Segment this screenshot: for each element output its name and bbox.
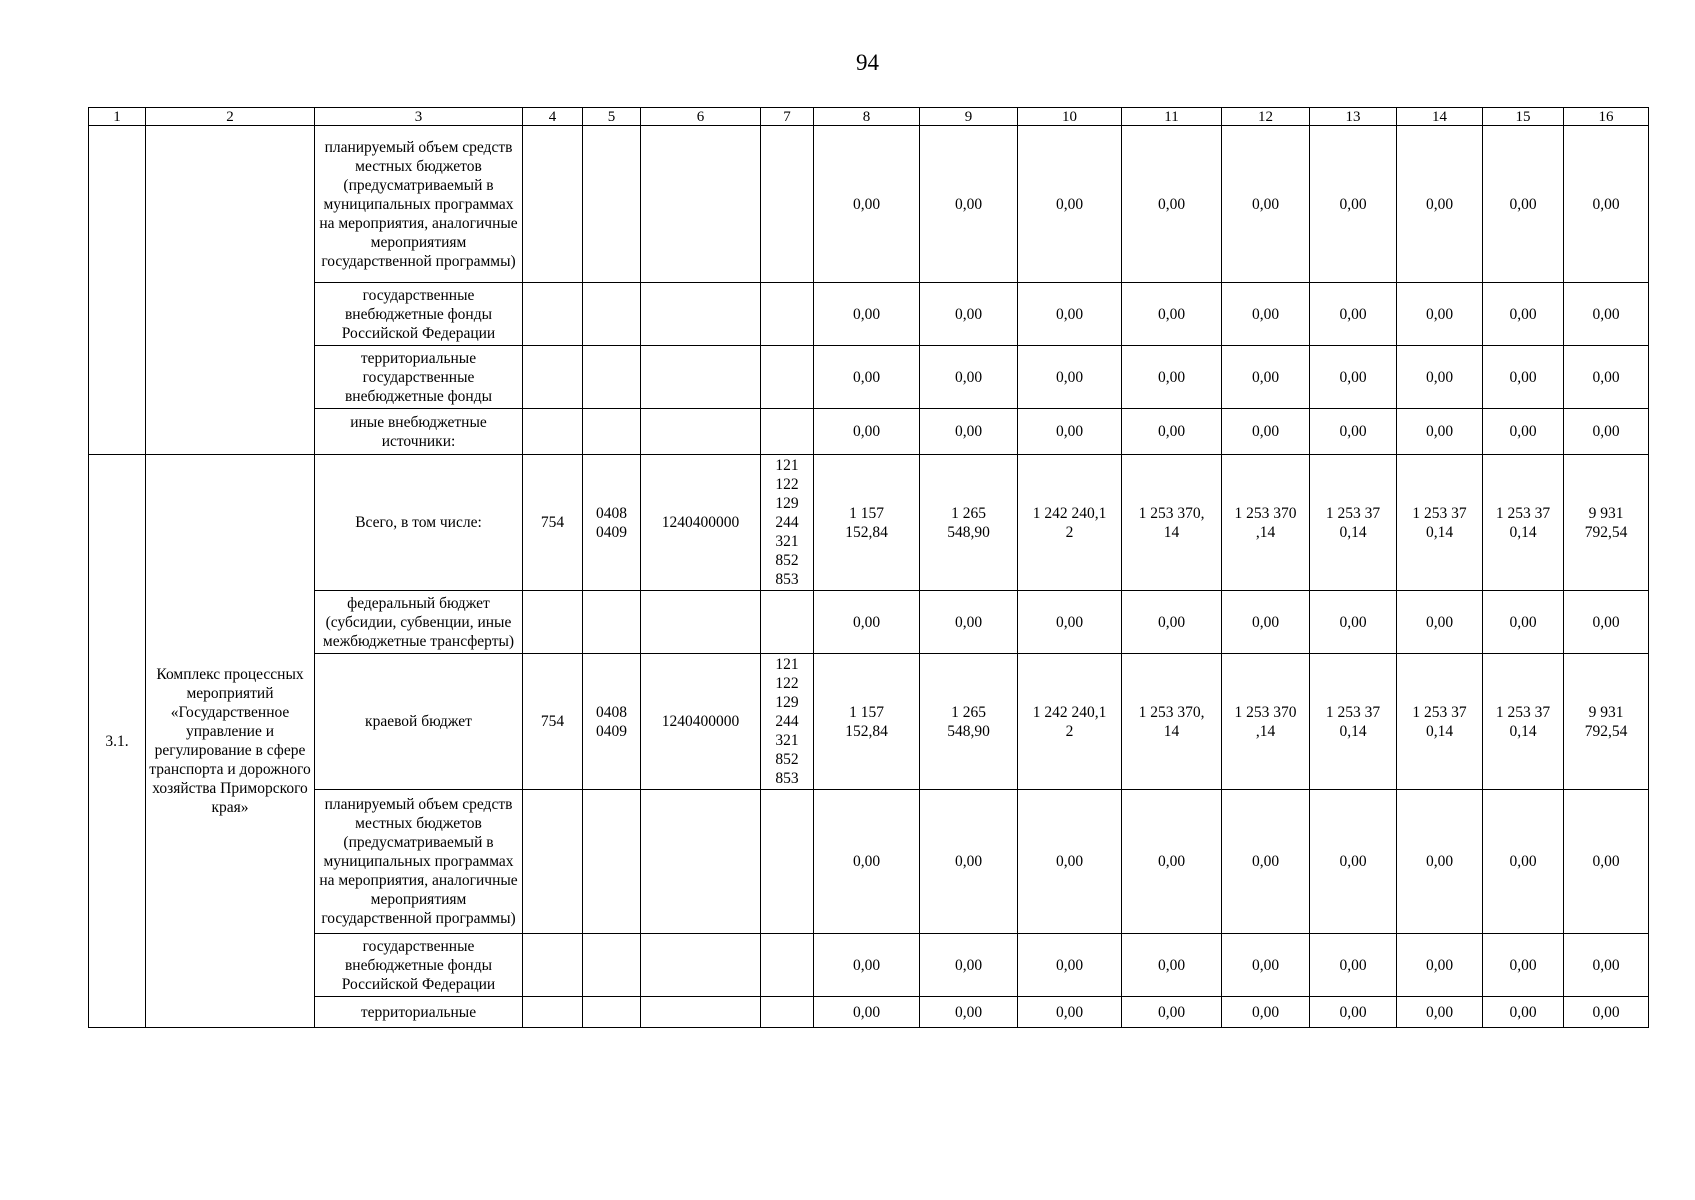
item-name-cell: Комплекс процессных мероприятий «Государственное управление и регулирование в сфере транспорта и дорожного хозяйства Приморского края» <box>146 455 315 1028</box>
code-cell-5 <box>583 409 641 455</box>
value-cell-13: 0,00 <box>1310 126 1397 283</box>
value-cell-10: 1 242 240,1 2 <box>1018 455 1122 591</box>
code-cell-5 <box>583 283 641 346</box>
value-cell-10: 0,00 <box>1018 997 1122 1028</box>
value-cell-9: 0,00 <box>920 126 1018 283</box>
ministry-code-cell <box>523 997 583 1028</box>
code-cell-4 <box>523 346 583 409</box>
column-header-2: 2 <box>146 108 315 126</box>
value-cell-9: 0,00 <box>920 790 1018 934</box>
value-cell-13: 0,00 <box>1310 283 1397 346</box>
column-header-16: 16 <box>1564 108 1649 126</box>
expense-type-cell <box>761 997 814 1028</box>
value-cell-16: 9 931 792,54 <box>1564 455 1649 591</box>
code-cell-7 <box>761 283 814 346</box>
value-cell-11: 0,00 <box>1122 283 1222 346</box>
value-cell-9: 0,00 <box>920 346 1018 409</box>
value-cell-13: 0,00 <box>1310 409 1397 455</box>
expense-type-cell <box>761 790 814 934</box>
column-header-10: 10 <box>1018 108 1122 126</box>
value-cell-11: 0,00 <box>1122 409 1222 455</box>
funding-source-cell: иные внебюджетные источники: <box>315 409 523 455</box>
column-number-header-row <box>89 108 1649 126</box>
value-cell-13: 1 253 37 0,14 <box>1310 455 1397 591</box>
value-cell-15: 0,00 <box>1483 126 1564 283</box>
value-cell-9: 0,00 <box>920 934 1018 997</box>
value-cell-13: 0,00 <box>1310 997 1397 1028</box>
column-header-6: 6 <box>641 108 761 126</box>
value-cell-16: 0,00 <box>1564 283 1649 346</box>
column-header-7: 7 <box>761 108 814 126</box>
value-cell-10: 0,00 <box>1018 409 1122 455</box>
value-cell-11: 0,00 <box>1122 997 1222 1028</box>
value-cell-13: 0,00 <box>1310 346 1397 409</box>
target-code-cell: 1240400000 <box>641 654 761 790</box>
expense-type-cell <box>761 591 814 654</box>
value-cell-9: 0,00 <box>920 409 1018 455</box>
value-cell-11: 0,00 <box>1122 790 1222 934</box>
value-cell-9: 0,00 <box>920 591 1018 654</box>
value-cell-15: 0,00 <box>1483 283 1564 346</box>
value-cell-13: 0,00 <box>1310 591 1397 654</box>
value-cell-15: 1 253 37 0,14 <box>1483 455 1564 591</box>
value-cell-11: 0,00 <box>1122 346 1222 409</box>
value-cell-8: 1 157 152,84 <box>814 654 920 790</box>
code-cell-7 <box>761 409 814 455</box>
value-cell-14: 1 253 37 0,14 <box>1397 455 1483 591</box>
expense-type-cell: 121 122 129 244 321 852 853 <box>761 455 814 591</box>
item-name-cell <box>146 126 315 455</box>
value-cell-14: 1 253 37 0,14 <box>1397 654 1483 790</box>
item-number-cell: 3.1. <box>89 455 146 1028</box>
ministry-code-cell <box>523 790 583 934</box>
section-code-cell <box>583 934 641 997</box>
funding-source-cell: краевой бюджет <box>315 654 523 790</box>
value-cell-9: 1 265 548,90 <box>920 455 1018 591</box>
value-cell-14: 0,00 <box>1397 997 1483 1028</box>
ministry-code-cell <box>523 591 583 654</box>
value-cell-13: 0,00 <box>1310 934 1397 997</box>
code-cell-5 <box>583 126 641 283</box>
code-cell-6 <box>641 409 761 455</box>
page-number: 94 <box>856 50 879 75</box>
column-header-11: 11 <box>1122 108 1222 126</box>
value-cell-14: 0,00 <box>1397 346 1483 409</box>
column-header-1: 1 <box>89 108 146 126</box>
section-code-cell <box>583 591 641 654</box>
budget-table <box>88 107 1649 1028</box>
code-cell-4 <box>523 283 583 346</box>
value-cell-12: 1 253 370 ,14 <box>1222 455 1310 591</box>
ministry-code-cell <box>523 934 583 997</box>
column-header-12: 12 <box>1222 108 1310 126</box>
column-header-15: 15 <box>1483 108 1564 126</box>
code-cell-6 <box>641 283 761 346</box>
value-cell-13: 1 253 37 0,14 <box>1310 654 1397 790</box>
code-cell-7 <box>761 346 814 409</box>
value-cell-10: 0,00 <box>1018 126 1122 283</box>
column-header-4: 4 <box>523 108 583 126</box>
value-cell-15: 0,00 <box>1483 591 1564 654</box>
value-cell-11: 1 253 370, 14 <box>1122 654 1222 790</box>
value-cell-14: 0,00 <box>1397 126 1483 283</box>
table-row <box>89 126 1649 283</box>
target-code-cell <box>641 934 761 997</box>
value-cell-12: 0,00 <box>1222 997 1310 1028</box>
value-cell-10: 0,00 <box>1018 934 1122 997</box>
value-cell-12: 0,00 <box>1222 790 1310 934</box>
value-cell-16: 0,00 <box>1564 790 1649 934</box>
target-code-cell <box>641 591 761 654</box>
value-cell-16: 0,00 <box>1564 591 1649 654</box>
section-code-cell: 0408 0409 <box>583 455 641 591</box>
section-code-cell <box>583 790 641 934</box>
value-cell-16: 0,00 <box>1564 934 1649 997</box>
funding-source-cell: территориальные <box>315 997 523 1028</box>
value-cell-8: 0,00 <box>814 934 920 997</box>
column-header-5: 5 <box>583 108 641 126</box>
code-cell-5 <box>583 346 641 409</box>
value-cell-10: 0,00 <box>1018 790 1122 934</box>
value-cell-9: 0,00 <box>920 997 1018 1028</box>
value-cell-10: 0,00 <box>1018 591 1122 654</box>
item-number-cell <box>89 126 146 455</box>
value-cell-8: 0,00 <box>814 790 920 934</box>
value-cell-8: 1 157 152,84 <box>814 455 920 591</box>
value-cell-15: 0,00 <box>1483 346 1564 409</box>
table-row <box>89 934 1649 997</box>
value-cell-16: 0,00 <box>1564 126 1649 283</box>
value-cell-14: 0,00 <box>1397 409 1483 455</box>
value-cell-12: 0,00 <box>1222 409 1310 455</box>
value-cell-12: 0,00 <box>1222 346 1310 409</box>
value-cell-15: 0,00 <box>1483 790 1564 934</box>
funding-source-cell: Всего, в том числе: <box>315 455 523 591</box>
value-cell-15: 0,00 <box>1483 409 1564 455</box>
value-cell-11: 0,00 <box>1122 934 1222 997</box>
value-cell-12: 0,00 <box>1222 934 1310 997</box>
column-header-14: 14 <box>1397 108 1483 126</box>
table-row <box>89 346 1649 409</box>
value-cell-8: 0,00 <box>814 346 920 409</box>
value-cell-8: 0,00 <box>814 997 920 1028</box>
table-row <box>89 455 1649 591</box>
value-cell-10: 0,00 <box>1018 283 1122 346</box>
code-cell-6 <box>641 346 761 409</box>
section-code-cell <box>583 997 641 1028</box>
table-row <box>89 283 1649 346</box>
value-cell-16: 0,00 <box>1564 346 1649 409</box>
funding-source-cell: планируемый объем средств местных бюджетов (предусматриваемый в муниципальных программах на мероприятия, аналогичные мероприятиям государственной программы) <box>315 790 523 934</box>
value-cell-8: 0,00 <box>814 283 920 346</box>
value-cell-12: 1 253 370 ,14 <box>1222 654 1310 790</box>
value-cell-8: 0,00 <box>814 591 920 654</box>
value-cell-12: 0,00 <box>1222 283 1310 346</box>
code-cell-4 <box>523 409 583 455</box>
value-cell-9: 1 265 548,90 <box>920 654 1018 790</box>
value-cell-14: 0,00 <box>1397 283 1483 346</box>
expense-type-cell: 121 122 129 244 321 852 853 <box>761 654 814 790</box>
column-header-3: 3 <box>315 108 523 126</box>
value-cell-15: 1 253 37 0,14 <box>1483 654 1564 790</box>
ministry-code-cell: 754 <box>523 455 583 591</box>
value-cell-11: 0,00 <box>1122 591 1222 654</box>
funding-source-cell: государственные внебюджетные фонды Российской Федерации <box>315 934 523 997</box>
value-cell-15: 0,00 <box>1483 934 1564 997</box>
table-row <box>89 790 1649 934</box>
value-cell-8: 0,00 <box>814 126 920 283</box>
value-cell-16: 9 931 792,54 <box>1564 654 1649 790</box>
value-cell-11: 1 253 370, 14 <box>1122 455 1222 591</box>
column-header-9: 9 <box>920 108 1018 126</box>
target-code-cell <box>641 790 761 934</box>
funding-source-cell: федеральный бюджет (субсидии, субвенции, иные межбюджетные трансферты) <box>315 591 523 654</box>
table-row <box>89 654 1649 790</box>
value-cell-10: 0,00 <box>1018 346 1122 409</box>
value-cell-15: 0,00 <box>1483 997 1564 1028</box>
funding-source-cell: государственные внебюджетные фонды Российской Федерации <box>315 283 523 346</box>
code-cell-6 <box>641 126 761 283</box>
code-cell-4 <box>523 126 583 283</box>
funding-source-cell: планируемый объем средств местных бюджетов (предусматриваемый в муниципальных программах на мероприятия, аналогичные мероприятиям государственной программы) <box>315 126 523 283</box>
value-cell-12: 0,00 <box>1222 591 1310 654</box>
column-header-8: 8 <box>814 108 920 126</box>
value-cell-11: 0,00 <box>1122 126 1222 283</box>
table-row <box>89 997 1649 1028</box>
value-cell-9: 0,00 <box>920 283 1018 346</box>
expense-type-cell <box>761 934 814 997</box>
funding-source-cell: территориальные государственные внебюджетные фонды <box>315 346 523 409</box>
value-cell-12: 0,00 <box>1222 126 1310 283</box>
value-cell-16: 0,00 <box>1564 997 1649 1028</box>
table-row <box>89 409 1649 455</box>
section-code-cell: 0408 0409 <box>583 654 641 790</box>
value-cell-14: 0,00 <box>1397 934 1483 997</box>
value-cell-10: 1 242 240,1 2 <box>1018 654 1122 790</box>
value-cell-13: 0,00 <box>1310 790 1397 934</box>
table-row <box>89 591 1649 654</box>
code-cell-7 <box>761 126 814 283</box>
target-code-cell <box>641 997 761 1028</box>
value-cell-8: 0,00 <box>814 409 920 455</box>
column-header-13: 13 <box>1310 108 1397 126</box>
target-code-cell: 1240400000 <box>641 455 761 591</box>
value-cell-14: 0,00 <box>1397 591 1483 654</box>
value-cell-14: 0,00 <box>1397 790 1483 934</box>
ministry-code-cell: 754 <box>523 654 583 790</box>
value-cell-16: 0,00 <box>1564 409 1649 455</box>
